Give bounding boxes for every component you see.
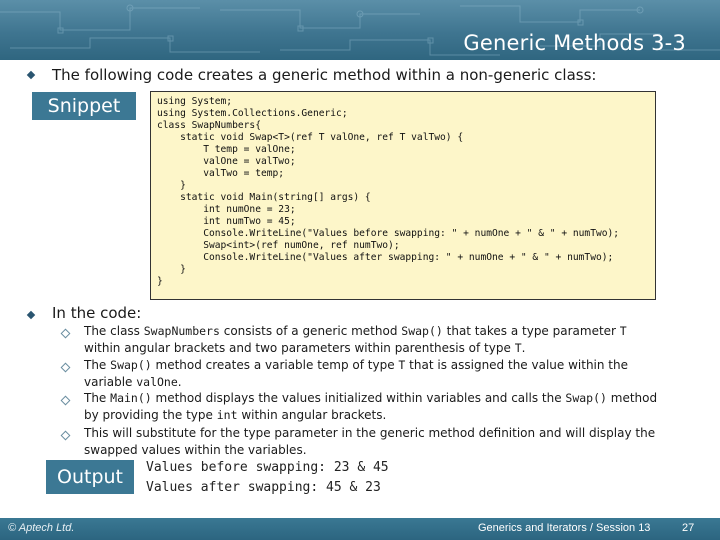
code-line: Console.WriteLine("Values before swapping: " + numOne + " & " + numTwo); (157, 228, 620, 239)
intro-bullet-icon (27, 71, 35, 79)
slide-footer (0, 518, 720, 540)
in-code-bullet-icon (27, 311, 35, 319)
code-line: valTwo = temp; (157, 168, 285, 179)
code-line: static void Main(string[] args) { (157, 192, 371, 203)
output-label: Output (46, 460, 134, 494)
snippet-label: Snippet (32, 92, 136, 120)
course-text: Generics and Iterators / Session 13 (478, 522, 651, 534)
in-code-item-2: The Swap() method creates a variable temp of type T that is assigned the value within the variable valOne. (84, 358, 628, 389)
code-line: T temp = valOne; (157, 144, 296, 155)
sub-bullet-icon (61, 431, 71, 441)
copyright-text: © Aptech Ltd. (8, 522, 75, 534)
output-line: Values before swapping: 23 & 45 (146, 460, 389, 475)
code-line: int numOne = 23; (157, 204, 296, 215)
output-line: Values after swapping: 45 & 23 (146, 480, 381, 495)
code-snippet (151, 92, 655, 292)
in-code-heading: In the code: (52, 304, 142, 322)
page-number: 27 (682, 522, 695, 534)
in-code-item-1: The class SwapNumbers consists of a generic method Swap() that takes a type parameter T within angular brackets and two parameters within parenthesis of type T. (84, 324, 627, 355)
in-code-item-4: This will substitute for the type parameter in the generic method definition and will display the swapped values within the variables. (84, 426, 656, 457)
in-code-item-3: The Main() method displays the values initialized within variables and calls the Swap() method by providing the type int within angular brackets. (84, 391, 658, 422)
sub-bullet-icon (61, 329, 71, 339)
code-line: class SwapNumbers{ (157, 120, 261, 131)
slide-title: Generic Methods 3-3 (463, 31, 686, 55)
code-line: } (157, 276, 163, 287)
code-line: int numTwo = 45; (157, 216, 296, 227)
code-line: } (157, 264, 186, 275)
code-line: static void Swap<T>(ref T valOne, ref T valTwo) { (157, 132, 464, 143)
code-line: Swap<int>(ref numOne, ref numTwo); (157, 240, 400, 251)
code-line: Console.WriteLine("Values after swapping: " + numOne + " & " + numTwo); (157, 252, 614, 263)
code-line: using System.Collections.Generic; (157, 108, 348, 119)
sub-bullet-icon (61, 396, 71, 406)
code-line: using System; (157, 96, 233, 107)
code-line: valOne = valTwo; (157, 156, 296, 167)
intro-text: The following code creates a generic method within a non-generic class: (52, 66, 597, 84)
sub-bullet-icon (61, 363, 71, 373)
code-snippet-box (150, 91, 656, 300)
slide-header (0, 0, 720, 60)
code-line: } (157, 180, 186, 191)
